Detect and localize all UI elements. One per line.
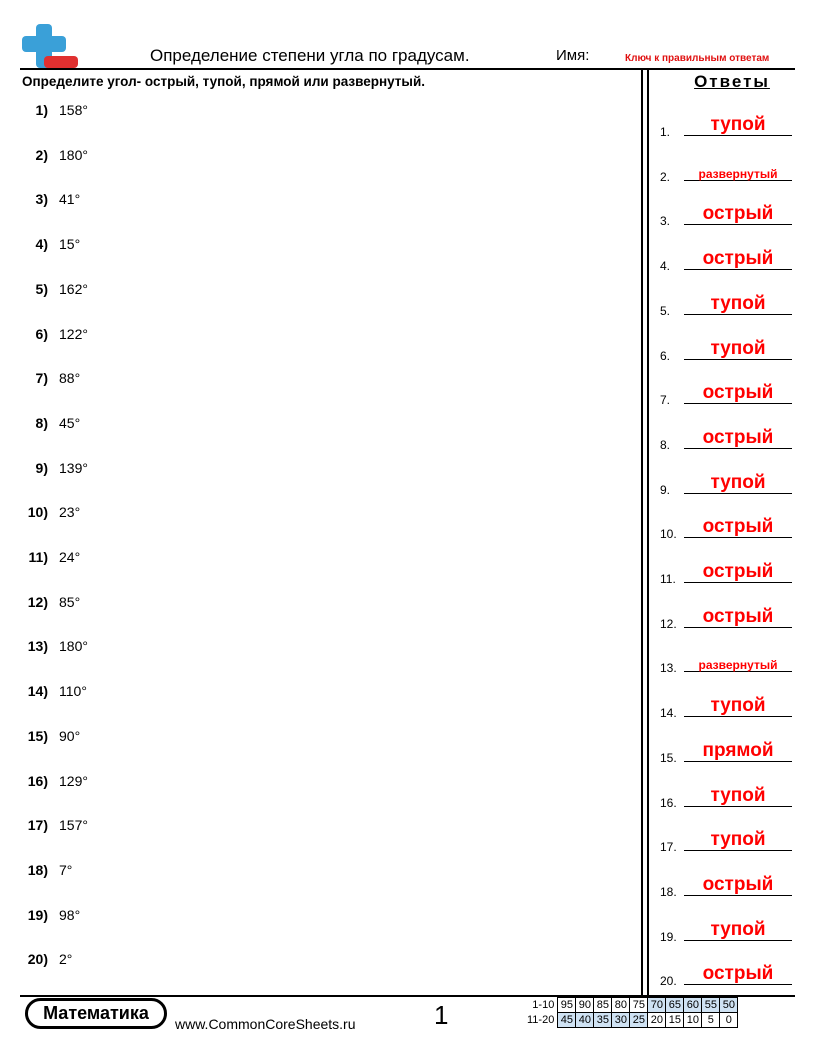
answer-item [660, 426, 792, 452]
question-item [0, 504, 120, 524]
question-number: 14) [27, 683, 48, 700]
score-cell: 5 [702, 1013, 720, 1028]
answer-text: тупой [710, 337, 766, 359]
score-cell: 80 [612, 998, 630, 1013]
question-angle: 180° [59, 146, 88, 163]
question-number: 15) [27, 727, 48, 744]
question-number: 10) [27, 504, 48, 521]
answer-item [660, 471, 792, 497]
answer-text: острый [702, 561, 774, 582]
score-cell: 30 [612, 1013, 630, 1028]
question-item [0, 415, 120, 435]
question-number: 9) [35, 459, 48, 476]
score-cell: 0 [720, 1013, 738, 1028]
question-item [0, 102, 120, 122]
page-title: Определение степени угла по градусам. [150, 46, 470, 65]
score-cell: 90 [576, 998, 594, 1013]
answer-text: тупой [710, 918, 766, 940]
question-angle: 41° [59, 191, 81, 208]
answer-number: 13. [660, 661, 677, 676]
score-cell: 75 [630, 998, 648, 1013]
answer-item [660, 694, 792, 720]
answer-text: острый [702, 382, 774, 404]
answers-heading: Ответы [694, 72, 770, 91]
answer-item [660, 605, 792, 631]
score-cell: 15 [666, 1013, 684, 1028]
question-item [0, 370, 120, 390]
question-number: 12) [27, 593, 48, 610]
question-angle: 158° [59, 102, 88, 118]
answer-item [660, 202, 792, 228]
answer-item [660, 560, 792, 586]
question-item [0, 907, 120, 927]
question-angle: 24° [59, 549, 81, 565]
answer-text: острый [702, 873, 774, 895]
question-angle: 98° [59, 906, 81, 923]
answer-text: прямой [702, 739, 774, 761]
answer-number: 14. [660, 706, 677, 721]
question-number: 6) [35, 325, 48, 342]
answer-text: тупой [710, 695, 766, 717]
name-label: Имя: [556, 47, 590, 64]
question-angle: 2° [59, 951, 73, 968]
answer-item [660, 515, 792, 541]
answer-number: 2. [660, 169, 671, 184]
question-angle: 88° [59, 370, 81, 387]
answer-item [660, 381, 792, 407]
score-cell: 95 [558, 998, 576, 1013]
question-item [0, 281, 120, 301]
answer-item [660, 962, 792, 988]
answer-number: 9. [660, 482, 671, 497]
score-cell: 50 [720, 998, 738, 1013]
question-angle: 162° [59, 280, 88, 297]
answer-number: 8. [660, 437, 671, 452]
question-angle: 122° [59, 325, 88, 342]
answer-item [660, 739, 792, 765]
question-number: 17) [27, 817, 48, 834]
score-cell: 65 [666, 998, 684, 1013]
answer-text: развернутый [698, 166, 778, 181]
question-angle: 23° [59, 504, 81, 521]
answer-item [660, 247, 792, 273]
answer-item [660, 158, 792, 184]
question-angle: 90° [59, 727, 81, 744]
question-item [0, 862, 120, 882]
answer-number: 4. [660, 259, 671, 274]
score-cell: 45 [558, 1013, 576, 1028]
question-angle: 7° [59, 861, 73, 878]
answer-item [660, 113, 792, 139]
instructions: Определите угол- острый, тупой, прямой или развернутый. [22, 74, 425, 89]
score-cell: 70 [648, 998, 666, 1013]
question-number: 18) [27, 861, 48, 878]
answer-item [660, 292, 792, 318]
answer-text: острый [702, 203, 774, 225]
answer-number: 12. [660, 616, 677, 631]
score-cell: 25 [630, 1013, 648, 1028]
answer-item [660, 337, 792, 363]
score-cell: 40 [576, 1013, 594, 1028]
question-angle: 110° [59, 683, 87, 700]
question-angle: 15° [59, 236, 81, 253]
score-cell: 85 [594, 998, 612, 1013]
question-item [0, 460, 120, 480]
answer-item [660, 873, 792, 899]
answer-number: 20. [660, 974, 677, 989]
answer-number: 6. [660, 348, 671, 363]
answer-item [660, 828, 792, 854]
question-number: 20) [27, 951, 48, 968]
question-item [0, 728, 120, 748]
question-item [0, 147, 120, 167]
answer-text: тупой [710, 114, 766, 135]
answer-item [660, 649, 792, 675]
question-angle: 45° [59, 414, 81, 431]
answer-text: развернутый [698, 658, 778, 673]
question-item [0, 236, 120, 256]
answer-number: 18. [660, 884, 677, 899]
answer-text: тупой [710, 292, 766, 314]
question-number: 1) [35, 102, 48, 118]
answer-number: 19. [660, 929, 677, 944]
question-number: 2) [35, 146, 48, 163]
page-number: 1 [434, 1000, 449, 1030]
score-cell: 20 [648, 1013, 666, 1028]
answer-text: острый [702, 605, 774, 627]
answer-text: острый [702, 516, 774, 538]
answer-number: 17. [660, 840, 677, 855]
question-angle: 129° [59, 772, 88, 789]
answer-text: тупой [710, 829, 766, 851]
answer-number: 11. [660, 572, 676, 586]
score-row-label: 1-10 [532, 999, 555, 1011]
question-number: 5) [35, 280, 48, 297]
website-link[interactable]: www.CommonCoreSheets.ru [175, 1016, 356, 1032]
question-number: 4) [35, 236, 48, 253]
column-divider [641, 68, 649, 996]
answer-text: острый [702, 426, 774, 448]
question-number: 8) [35, 414, 48, 431]
question-angle: 157° [59, 817, 88, 834]
question-item [0, 638, 120, 658]
score-row-label: 11-20 [527, 1014, 555, 1026]
score-row [525, 1013, 738, 1028]
question-item [0, 683, 120, 703]
question-angle: 85° [59, 593, 81, 610]
answer-key-label: Ключ к правильным ответам [625, 53, 770, 64]
question-number: 7) [35, 370, 48, 387]
answer-number: 3. [660, 214, 671, 229]
question-item [0, 549, 120, 569]
answer-number: 7. [660, 393, 671, 408]
answer-text: острый [702, 248, 774, 270]
question-number: 11) [28, 549, 48, 565]
question-number: 19) [27, 906, 48, 923]
answer-number: 10. [660, 527, 677, 542]
question-angle: 139° [59, 459, 88, 476]
answer-text: тупой [710, 471, 766, 493]
score-cell: 55 [702, 998, 720, 1013]
answer-item [660, 918, 792, 944]
plus-minus-logo-icon [22, 24, 80, 70]
question-item [0, 951, 120, 971]
question-item [0, 326, 120, 346]
question-item [0, 817, 120, 837]
answer-number: 1. [660, 125, 671, 139]
question-item [0, 773, 120, 793]
header-divider [20, 68, 795, 70]
answer-number: 16. [660, 795, 677, 810]
answer-text: острый [702, 963, 774, 985]
question-item [0, 594, 120, 614]
subject-badge: Математика [25, 998, 167, 1029]
question-number: 13) [27, 638, 48, 655]
score-cell: 35 [594, 1013, 612, 1028]
score-table [525, 997, 738, 1028]
answer-text: тупой [710, 784, 766, 806]
score-cell: 60 [684, 998, 702, 1013]
answer-number: 5. [660, 303, 671, 318]
answer-item [660, 784, 792, 810]
question-item [0, 191, 120, 211]
answer-number: 15. [660, 750, 677, 765]
score-row [525, 998, 738, 1013]
question-number: 3) [35, 191, 48, 208]
score-cell: 10 [684, 1013, 702, 1028]
question-number: 16) [27, 772, 48, 789]
question-angle: 180° [59, 638, 88, 655]
